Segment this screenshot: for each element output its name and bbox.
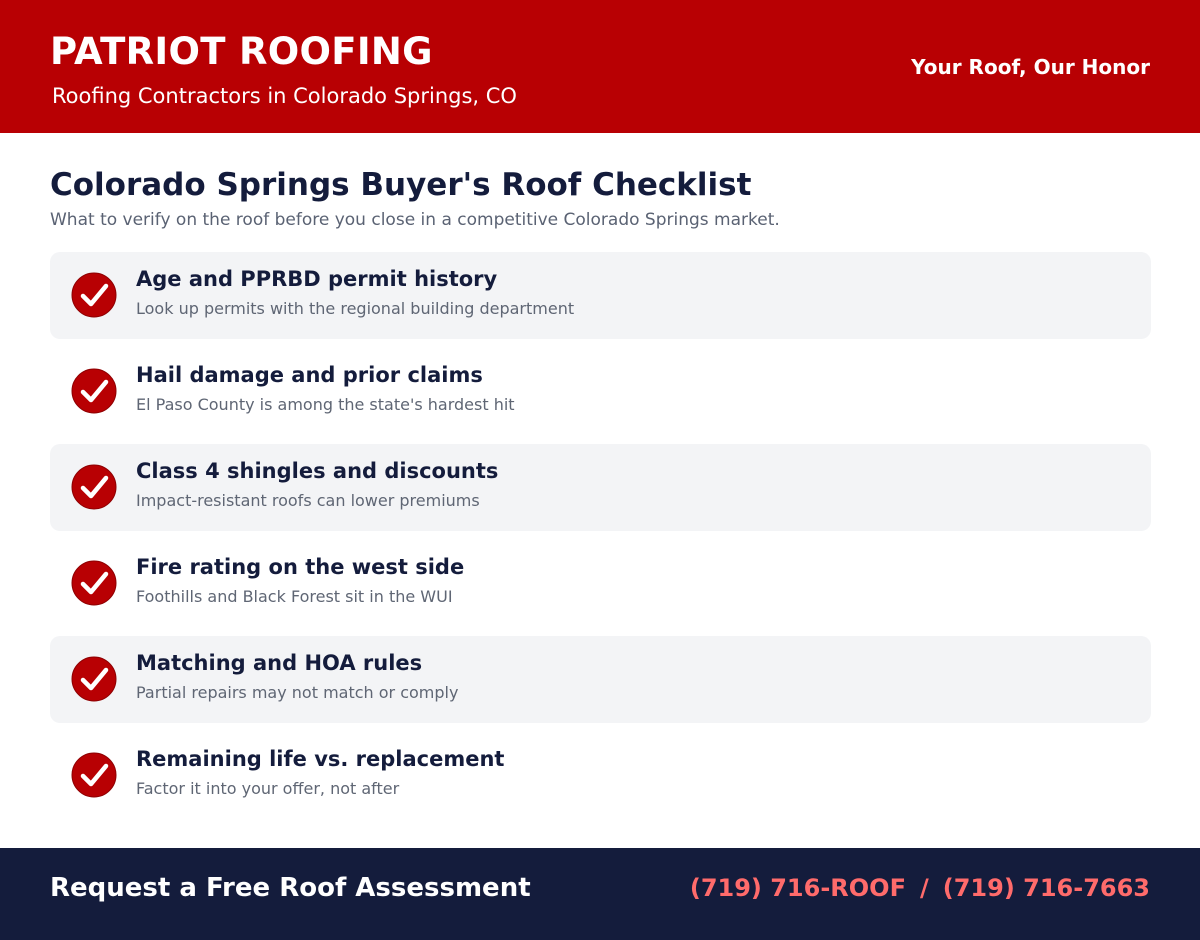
checkmark-icon xyxy=(71,368,117,414)
checklist-item xyxy=(50,540,1151,627)
checkmark-icon xyxy=(71,272,117,318)
checklist-item-title: Matching and HOA rules xyxy=(136,651,423,675)
phone-numbers xyxy=(690,872,1150,904)
phone-separator: / xyxy=(919,874,929,902)
checklist-item xyxy=(50,252,1151,339)
checklist-item-title: Fire rating on the west side xyxy=(136,555,465,579)
brand-subtitle: Roofing Contractors in Colorado Springs, CO xyxy=(52,84,517,108)
tagline: Your Roof, Our Honor xyxy=(911,55,1150,79)
checklist-item-title: Age and PPRBD permit history xyxy=(136,267,498,291)
phone-vanity[interactable]: (719) 716-ROOF xyxy=(689,874,906,902)
checkmark-icon xyxy=(71,560,117,606)
checkmark-icon xyxy=(71,752,117,798)
footer-bar xyxy=(0,848,1200,940)
checklist xyxy=(50,252,1151,828)
brand-name: PATRIOT ROOFING xyxy=(50,30,433,73)
page-subtitle: What to verify on the roof before you close in a competitive Colorado Springs market. xyxy=(50,210,780,230)
checklist-item-description: Look up permits with the regional building department xyxy=(136,299,575,318)
checkmark-icon xyxy=(71,656,117,702)
phone-numeric[interactable]: (719) 716-7663 xyxy=(942,874,1150,902)
checklist-item-description: Impact-resistant roofs can lower premiums xyxy=(136,491,480,510)
checkmark-icon xyxy=(71,464,117,510)
checklist-item-description: El Paso County is among the state's hardest hit xyxy=(136,395,515,414)
page-title: Colorado Springs Buyer's Roof Checklist xyxy=(50,167,752,203)
cta-text[interactable]: Request a Free Roof Assessment xyxy=(50,873,531,903)
checklist-item xyxy=(50,732,1151,819)
checklist-item xyxy=(50,348,1151,435)
checklist-item-title: Hail damage and prior claims xyxy=(136,363,483,387)
checklist-item-title: Class 4 shingles and discounts xyxy=(136,459,499,483)
header-banner xyxy=(0,0,1200,133)
checklist-item-title: Remaining life vs. replacement xyxy=(136,747,505,771)
checklist-item-description: Partial repairs may not match or comply xyxy=(136,683,459,702)
checklist-item xyxy=(50,636,1151,723)
checklist-item-description: Factor it into your offer, not after xyxy=(136,779,400,798)
checklist-item-description: Foothills and Black Forest sit in the WUI xyxy=(136,587,453,606)
checklist-item xyxy=(50,444,1151,531)
